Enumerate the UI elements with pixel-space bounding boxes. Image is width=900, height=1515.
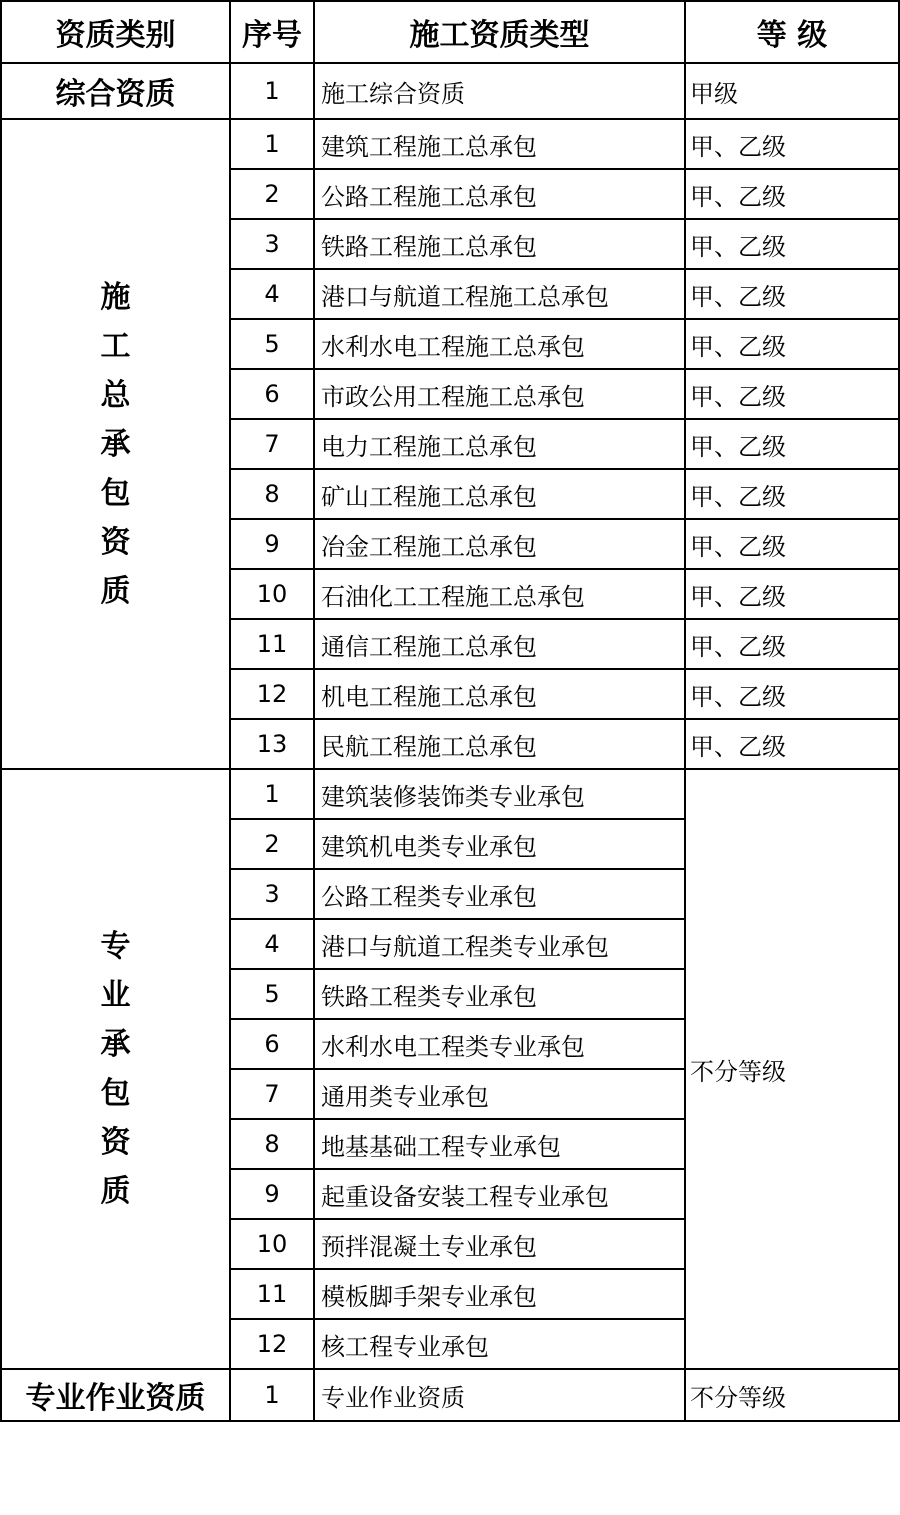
- row-seq: 5: [230, 969, 314, 1019]
- row-type: 公路工程施工总承包: [314, 169, 685, 219]
- row-grade: 甲、乙级: [685, 569, 899, 619]
- row-seq: 6: [230, 369, 314, 419]
- row-grade: 甲、乙级: [685, 169, 899, 219]
- category-char: 质: [100, 1174, 131, 1209]
- row-grade: 甲、乙级: [685, 719, 899, 769]
- category-char: 包: [100, 1076, 131, 1111]
- row-seq: 4: [230, 919, 314, 969]
- row-seq: 12: [230, 669, 314, 719]
- row-grade: 甲、乙级: [685, 269, 899, 319]
- row-seq: 1: [230, 1369, 314, 1421]
- row-type: 机电工程施工总承包: [314, 669, 685, 719]
- row-seq: 9: [230, 519, 314, 569]
- row-type: 冶金工程施工总承包: [314, 519, 685, 569]
- row-seq: 1: [230, 769, 314, 819]
- row-type: 电力工程施工总承包: [314, 419, 685, 469]
- row-grade: 甲、乙级: [685, 219, 899, 269]
- row-seq: 7: [230, 419, 314, 469]
- row-type: 水利水电工程类专业承包: [314, 1019, 685, 1069]
- row-type: 起重设备安装工程专业承包: [314, 1169, 685, 1219]
- category-char: 资: [100, 1125, 131, 1160]
- row-seq: 8: [230, 469, 314, 519]
- row-grade: 甲、乙级: [685, 419, 899, 469]
- row-grade: 甲、乙级: [685, 119, 899, 169]
- row-seq: 1: [230, 119, 314, 169]
- row-type: 建筑工程施工总承包: [314, 119, 685, 169]
- category-char: 工: [100, 328, 131, 364]
- row-type: 港口与航道工程施工总承包: [314, 269, 685, 319]
- row-seq: 10: [230, 569, 314, 619]
- row-grade: 甲、乙级: [685, 319, 899, 369]
- row-seq: 3: [230, 869, 314, 919]
- category-char: 承: [100, 1027, 131, 1062]
- row-grade: 甲、乙级: [685, 369, 899, 419]
- header-category: 资质类别: [1, 1, 230, 63]
- category-char: 质: [100, 573, 131, 609]
- row-type: 建筑机电类专业承包: [314, 819, 685, 869]
- row-grade: 甲、乙级: [685, 519, 899, 569]
- row-type: 核工程专业承包: [314, 1319, 685, 1369]
- row-seq: 7: [230, 1069, 314, 1119]
- header-type: 施工资质类型: [314, 1, 685, 63]
- category-specialty: [1, 769, 230, 1369]
- row-seq: 6: [230, 1019, 314, 1069]
- row-grade: 不分等级: [685, 1369, 899, 1421]
- category-work: 专业作业资质: [1, 1369, 230, 1421]
- category-char: 包: [100, 475, 131, 511]
- row-seq: 1: [230, 63, 314, 119]
- row-type: 地基基础工程专业承包: [314, 1119, 685, 1169]
- category-comprehensive: 综合资质: [1, 63, 230, 119]
- row-type: 民航工程施工总承包: [314, 719, 685, 769]
- category-char: 资: [100, 524, 131, 560]
- row-seq: 4: [230, 269, 314, 319]
- row-seq: 2: [230, 169, 314, 219]
- category-char: 总: [100, 377, 131, 413]
- specialty-grade: 不分等级: [685, 769, 899, 1369]
- header-row: [1, 1, 899, 63]
- row-type: 矿山工程施工总承包: [314, 469, 685, 519]
- table-row: [1, 119, 899, 169]
- table-row: [1, 1369, 899, 1421]
- row-grade: 甲、乙级: [685, 669, 899, 719]
- category-char: 承: [100, 426, 131, 462]
- row-seq: 3: [230, 219, 314, 269]
- row-seq: 8: [230, 1119, 314, 1169]
- row-grade: 甲、乙级: [685, 619, 899, 669]
- row-type: 石油化工工程施工总承包: [314, 569, 685, 619]
- row-seq: 2: [230, 819, 314, 869]
- row-seq: 13: [230, 719, 314, 769]
- row-grade: 甲、乙级: [685, 469, 899, 519]
- row-type: 港口与航道工程类专业承包: [314, 919, 685, 969]
- row-type: 市政公用工程施工总承包: [314, 369, 685, 419]
- category-char: 业: [100, 978, 131, 1013]
- row-seq: 9: [230, 1169, 314, 1219]
- row-type: 建筑装修装饰类专业承包: [314, 769, 685, 819]
- row-seq: 10: [230, 1219, 314, 1269]
- row-type: 公路工程类专业承包: [314, 869, 685, 919]
- row-grade: 甲级: [685, 63, 899, 119]
- table-row: [1, 769, 899, 819]
- row-type: 施工综合资质: [314, 63, 685, 119]
- row-seq: 12: [230, 1319, 314, 1369]
- header-seq: 序号: [230, 1, 314, 63]
- table-row: [1, 63, 899, 119]
- category-char: 施: [100, 279, 131, 315]
- row-seq: 5: [230, 319, 314, 369]
- row-type: 通用类专业承包: [314, 1069, 685, 1119]
- row-seq: 11: [230, 619, 314, 669]
- row-type: 模板脚手架专业承包: [314, 1269, 685, 1319]
- row-type: 通信工程施工总承包: [314, 619, 685, 669]
- row-type: 铁路工程施工总承包: [314, 219, 685, 269]
- row-type: 铁路工程类专业承包: [314, 969, 685, 1019]
- row-type: 专业作业资质: [314, 1369, 685, 1421]
- category-general: [1, 119, 230, 769]
- category-char: 专: [100, 929, 131, 964]
- row-type: 水利水电工程施工总承包: [314, 319, 685, 369]
- row-type: 预拌混凝土专业承包: [314, 1219, 685, 1269]
- row-seq: 11: [230, 1269, 314, 1319]
- header-grade: 等 级: [685, 1, 899, 63]
